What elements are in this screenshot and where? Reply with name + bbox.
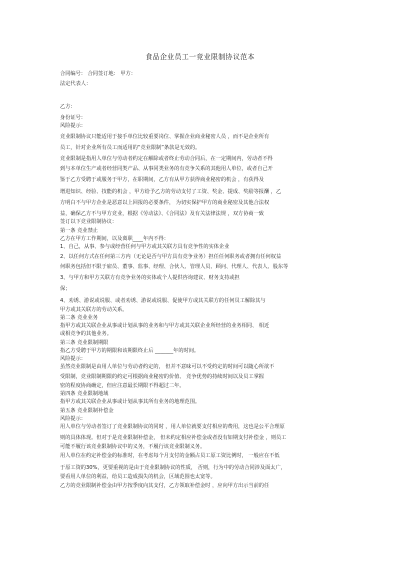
body-line: 乙方的竞业限制补偿金由甲方按季度向其支付，乙方领取补偿金时 ，应向甲方出示当前的任 (60, 483, 270, 489)
body-line: 要看用人单位的利益，给员工造成损失的机会，区域范围也太宽等。 (60, 474, 216, 480)
body-line: 员工，针对企业所有员工而适用的“竞业限制”条款是无效的。 (60, 145, 201, 151)
body-line: 用人单位与劳动者签订了竞业限制协议的同时 ，用人单位就要支付相应的费用，这也是公平合理原 (60, 424, 285, 430)
body-line: 保； (60, 286, 71, 292)
body-line: 风险提示： (60, 416, 86, 422)
document-title: 食品企业员工一竞业限制协议范本 (145, 53, 255, 61)
body-line: 何职务包括但不限于雇员、董事、监事、经理、合伙人、管理人员、顾问、代理人、代表人、股东等 (60, 264, 289, 270)
body-line: 用人单位在约定补偿金的标准时，在考虑每个月支付的金额占员工原工资比例时， 一般应在不低 (60, 453, 280, 459)
body-line: 或相竞争的其他业务。 (60, 331, 112, 337)
body-line: 受限制，竞业限制期限的约定可根据商业秘密的价值、 竞争优势的持续时间以及员工掌握 (60, 374, 264, 380)
body-line: 指乙方受聘于甲方的期限和该期限终止后 _______年的时间。 (60, 348, 200, 354)
body-line: 风险提示： (60, 356, 86, 362)
body-line: 甲方或其关联方的劳动关系。 (60, 307, 128, 313)
body-line: 鉴于乙方受聘于或服务于甲方，在职期间，乙方有从甲方获得商业秘密的机会 ，有获得及 (60, 177, 264, 183)
body-line: 乙方在甲方工作期间，以及离职____年内不得： (60, 236, 169, 242)
body-line: 4、劝诱、游说或说服、或者劝诱、游说或说服、促使甲方或其关联方的任何员工解除其与 (60, 298, 266, 304)
body-line: 第一条 竞业禁止 (60, 228, 98, 234)
body-line: 签订以下竞业限制协议： (60, 219, 118, 225)
body-line: 增进知识、经验、技能的机会 ，甲方给予乙方的劳动支付了工资、奖金、提成、奖励等报酬 ，乙 (60, 189, 282, 195)
body-line: 可能不履行该竞业限制协议中的义务，不履行该竞业限制义务。 (60, 444, 206, 450)
body-line: 身份证号： (60, 115, 86, 121)
body-line: 于原工资的30%，更要重视的是由于竞业限制协议的性质， 否则，行为中的劳动合同涉及面太广， (60, 465, 286, 471)
body-line: 风险提示： (60, 123, 86, 129)
body-line: 第五条 竞业限制补偿金 (60, 408, 114, 414)
body-line: 乙方： (60, 104, 76, 110)
body-line: 第二条 竞业业务 (60, 315, 98, 321)
body-line: 竞业限制是指用人单位与劳动者约定在解除或者终止劳动合同后，在一定期间内，劳动者不得 (60, 156, 273, 162)
body-line: 3、与甲方和甲方关联方有竞争业务的实体或个人提供咨询建议、财务支持或担 (60, 275, 240, 281)
body-line: 2、以任何方式在任何第三方内（无论是否与甲方具有竞争业务）担任任何职务或者拥有任何权益 (60, 254, 282, 260)
body-line: 第四条 竞业限制地域 (60, 391, 109, 397)
body-line: 益，确保乙方不与甲方竞业，根据《劳动法》、《合同法》及有关法律法规 ，双方协商一致 (60, 211, 264, 217)
body-line: 指甲方或其关联企业从事或计划从事的业务和与甲方或其关联企业所经营的业务相同、 相近 (60, 323, 270, 329)
body-line: 则的具体体现。但对于是竞业限制补偿金， 但未约定相应补偿金或者没有如期支付补偿金 ，则员工 (60, 435, 287, 441)
body-line: 方明白不与甲方企业是恶意以上回报的必要条件， 为切实保护甲方的商业秘密及其他合法权 (60, 200, 270, 206)
body-line: 到与本单位生产或者经营同类产品、从事同类业务的有竞争关系的其他用人单位，或者自己开 (60, 166, 273, 172)
body-line: 虽然竞业限制是由用人单位与劳动者约定的， 但并不意味可以不受约定的时间可以随心所欲不 (60, 364, 275, 370)
body-line: 指甲方或其关联企业从事或计划从事其所有业务的地理范围。 (60, 399, 201, 405)
body-line: 1、自己，从事、参与或经营任何与甲方或其关联方具有竞争性的实体企业 (60, 244, 230, 250)
body-line: 竞业限制协议只能适用于接手单位比较重要岗位、掌握企业商业秘密人员 ，而不是企业所有 (60, 134, 270, 140)
body-line: 法定代表人： (60, 81, 92, 87)
body-line: 合同编号： 合同签订地： 甲方： (60, 71, 136, 77)
body-line: 密的程度协商确定，但应注意最长期限不得超过二年。 (60, 383, 185, 389)
body-line: 第三条 竞业限制期限 (60, 340, 109, 346)
